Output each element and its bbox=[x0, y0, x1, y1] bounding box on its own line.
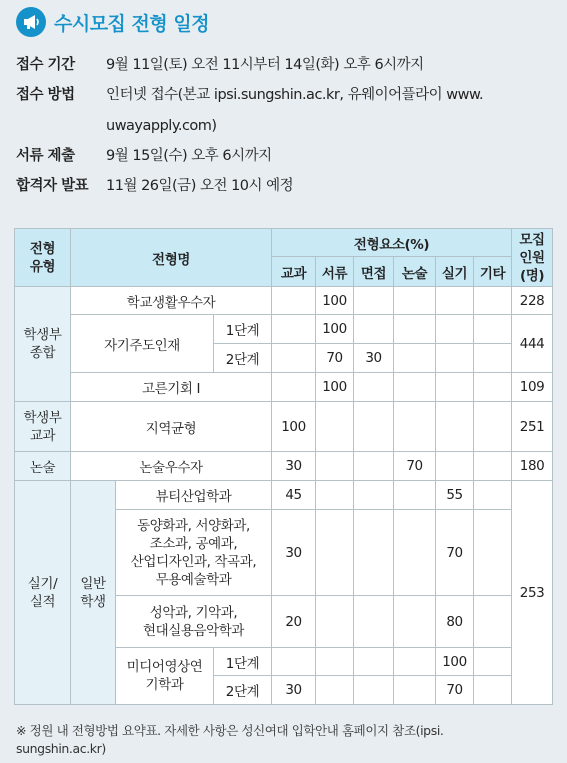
quota-cell: 180 bbox=[512, 452, 553, 481]
value-cell: 30 bbox=[354, 344, 394, 373]
table-row bbox=[15, 452, 553, 481]
header-col: 서류 bbox=[316, 257, 354, 287]
value-cell bbox=[354, 648, 394, 676]
value-cell: 100 bbox=[316, 287, 354, 315]
value-cell bbox=[394, 315, 436, 344]
value-cell bbox=[474, 315, 512, 344]
category-cell: 실기/ 실적 bbox=[15, 481, 71, 705]
value-cell bbox=[474, 452, 512, 481]
value-cell bbox=[316, 481, 354, 510]
table-row bbox=[15, 315, 553, 344]
info-row-reception-method bbox=[16, 84, 556, 137]
value-cell: 70 bbox=[436, 510, 474, 596]
category-cell: 학생부 종합 bbox=[15, 287, 71, 402]
table-row bbox=[15, 481, 553, 510]
value-cell bbox=[394, 344, 436, 373]
value-cell bbox=[436, 344, 474, 373]
value-cell bbox=[436, 287, 474, 315]
header-col: 교과 bbox=[272, 257, 316, 287]
value-cell: 30 bbox=[272, 510, 316, 596]
value-cell bbox=[316, 510, 354, 596]
program-name: 학교생활우수자 bbox=[71, 287, 272, 315]
value-cell: 55 bbox=[436, 481, 474, 510]
value-cell bbox=[354, 315, 394, 344]
info-value: 9월 15일(수) 오후 6시까지 bbox=[106, 148, 272, 164]
stage-cell: 2단계 bbox=[214, 676, 272, 705]
value-cell: 30 bbox=[272, 452, 316, 481]
value-cell bbox=[474, 402, 512, 452]
quota-cell: 109 bbox=[512, 373, 553, 402]
value-cell bbox=[354, 481, 394, 510]
stage-cell: 1단계 bbox=[214, 315, 272, 344]
info-label: 합격자 발표 bbox=[16, 178, 89, 194]
value-cell bbox=[474, 344, 512, 373]
category-cell: 학생부 교과 bbox=[15, 402, 71, 452]
value-cell: 30 bbox=[272, 676, 316, 705]
header-quota: 모집 인원 (명) bbox=[512, 229, 553, 287]
value-cell bbox=[474, 510, 512, 596]
value-cell bbox=[316, 402, 354, 452]
stage-cell: 2단계 bbox=[214, 344, 272, 373]
header-elements: 전형요소(%) bbox=[272, 229, 512, 257]
info-row-documents bbox=[16, 145, 556, 167]
header-name: 전형명 bbox=[71, 229, 272, 287]
info-row-announcement bbox=[16, 175, 556, 197]
value-cell: 80 bbox=[436, 596, 474, 648]
subcategory-cell: 일반 학생 bbox=[71, 481, 116, 705]
value-cell bbox=[436, 373, 474, 402]
value-cell bbox=[354, 596, 394, 648]
header-col: 논술 bbox=[394, 257, 436, 287]
value-cell bbox=[272, 373, 316, 402]
value-cell bbox=[394, 676, 436, 705]
value-cell: 70 bbox=[394, 452, 436, 481]
header-col: 면접 bbox=[354, 257, 394, 287]
footnote: ※ 정원 내 전형방법 요약표. 자세한 사항은 성신여대 입학안내 홈페이지 참조(ipsi. sungshin.ac.kr) bbox=[16, 723, 444, 756]
header-col: 실기 bbox=[436, 257, 474, 287]
value-cell bbox=[474, 373, 512, 402]
table-row bbox=[15, 287, 553, 315]
section-title bbox=[16, 6, 209, 38]
category-cell: 논술 bbox=[15, 452, 71, 481]
program-name: 논술우수자 bbox=[71, 452, 272, 481]
info-value bbox=[106, 84, 556, 137]
value-cell bbox=[474, 676, 512, 705]
schedule-info bbox=[16, 54, 556, 205]
value-cell bbox=[394, 596, 436, 648]
value-cell bbox=[394, 373, 436, 402]
value-cell bbox=[272, 648, 316, 676]
table-header-row bbox=[15, 229, 553, 257]
value-cell bbox=[474, 596, 512, 648]
info-value-line: uwayapply.com) bbox=[106, 118, 217, 134]
value-cell bbox=[354, 373, 394, 402]
value-cell bbox=[474, 287, 512, 315]
stage-cell: 1단계 bbox=[214, 648, 272, 676]
page-title: 수시모집 전형 일정 bbox=[54, 12, 210, 35]
value-cell bbox=[316, 596, 354, 648]
value-cell bbox=[272, 315, 316, 344]
info-label: 서류 제출 bbox=[16, 148, 75, 164]
value-cell bbox=[436, 452, 474, 481]
value-cell bbox=[272, 344, 316, 373]
value-cell bbox=[316, 676, 354, 705]
info-value-line: 인터넷 접수(본교 ipsi.sungshin.ac.kr, 유웨이어플라이 www. bbox=[106, 87, 484, 103]
table-row bbox=[15, 373, 553, 402]
value-cell bbox=[354, 676, 394, 705]
value-cell bbox=[316, 452, 354, 481]
program-name: 성악과, 기악과, 현대실용음악학과 bbox=[116, 596, 272, 648]
value-cell: 100 bbox=[316, 315, 354, 344]
info-value: 9월 11일(토) 오전 11시부터 14일(화) 오후 6시까지 bbox=[106, 57, 424, 73]
value-cell bbox=[394, 481, 436, 510]
value-cell bbox=[436, 315, 474, 344]
program-name: 지역균형 bbox=[71, 402, 272, 452]
value-cell: 100 bbox=[436, 648, 474, 676]
table-row bbox=[15, 402, 553, 452]
value-cell: 45 bbox=[272, 481, 316, 510]
info-label: 접수 기간 bbox=[16, 57, 75, 73]
value-cell: 20 bbox=[272, 596, 316, 648]
value-cell bbox=[354, 452, 394, 481]
program-name: 미디어영상연 기학과 bbox=[116, 648, 214, 705]
value-cell bbox=[394, 287, 436, 315]
value-cell bbox=[436, 402, 474, 452]
program-name: 고른기회 I bbox=[71, 373, 272, 402]
value-cell bbox=[474, 481, 512, 510]
info-label: 접수 방법 bbox=[16, 87, 75, 103]
program-name: 뷰티산업학과 bbox=[116, 481, 272, 510]
program-name: 동양화과, 서양화과, 조소과, 공예과, 산업디자인과, 작곡과, 무용예술학과 bbox=[116, 510, 272, 596]
value-cell: 70 bbox=[316, 344, 354, 373]
value-cell bbox=[354, 402, 394, 452]
info-value: 11월 26일(금) 오전 10시 예정 bbox=[106, 178, 294, 194]
megaphone-icon bbox=[16, 7, 46, 37]
value-cell bbox=[394, 402, 436, 452]
quota-cell: 228 bbox=[512, 287, 553, 315]
value-cell bbox=[474, 648, 512, 676]
program-name: 자기주도인재 bbox=[71, 315, 214, 373]
value-cell bbox=[354, 287, 394, 315]
value-cell bbox=[394, 510, 436, 596]
quota-cell: 251 bbox=[512, 402, 553, 452]
value-cell bbox=[354, 510, 394, 596]
value-cell bbox=[316, 648, 354, 676]
value-cell: 100 bbox=[272, 402, 316, 452]
value-cell: 70 bbox=[436, 676, 474, 705]
quota-cell: 444 bbox=[512, 315, 553, 373]
info-row-reception-period bbox=[16, 54, 556, 76]
quota-cell: 253 bbox=[512, 481, 553, 705]
value-cell: 100 bbox=[316, 373, 354, 402]
header-col: 기타 bbox=[474, 257, 512, 287]
header-type: 전형 유형 bbox=[15, 229, 71, 287]
admission-table bbox=[14, 228, 553, 705]
value-cell bbox=[394, 648, 436, 676]
value-cell bbox=[272, 287, 316, 315]
